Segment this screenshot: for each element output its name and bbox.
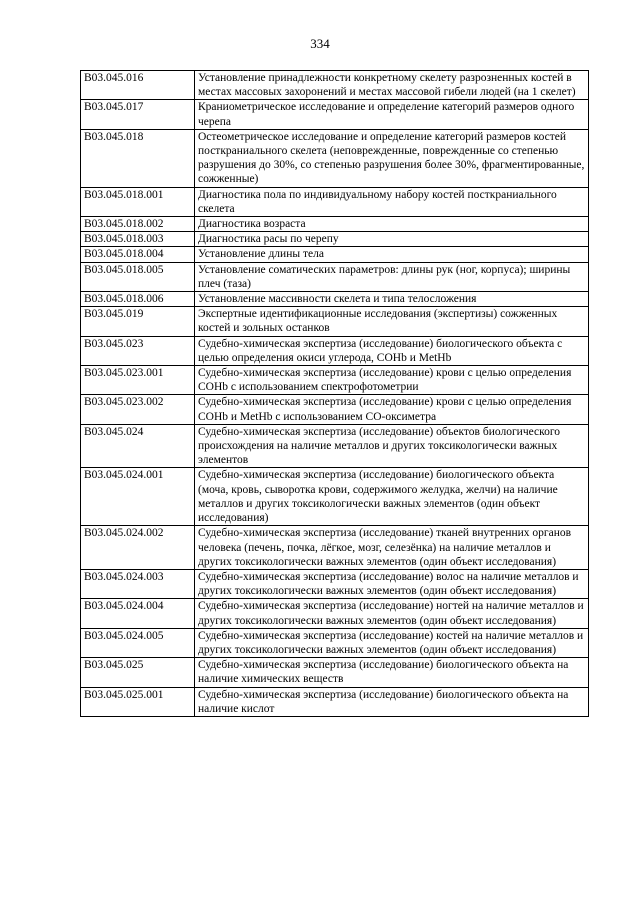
service-code-cell: B03.045.025.001: [81, 687, 195, 716]
service-code-cell: B03.045.024: [81, 424, 195, 468]
table-row: [81, 628, 589, 657]
table-row: [81, 292, 589, 307]
service-code-cell: B03.045.018.005: [81, 262, 195, 291]
service-code-cell: B03.045.024.005: [81, 628, 195, 657]
table-row: [81, 687, 589, 716]
service-name-cell: Установление принадлежности конкретному скелету разрозненных костей в местах массовых захоронений и местах массовой гибели людей (на 1 скелет): [195, 71, 589, 100]
service-name-cell: Экспертные идентификационные исследования (экспертизы) сожженных костей и зольных останков: [195, 307, 589, 336]
service-code-cell: B03.045.023.001: [81, 366, 195, 395]
table-row: [81, 366, 589, 395]
service-name-cell: Судебно-химическая экспертиза (исследование) крови с целью определения COHb с использованием спектрофотометрии: [195, 366, 589, 395]
service-name-cell: Краниометрическое исследование и определение категорий размеров одного черепа: [195, 100, 589, 129]
service-name-cell: Установление соматических параметров: длины рук (ног, корпуса); ширины плеч (таза): [195, 262, 589, 291]
service-name-cell: Установление длины тела: [195, 247, 589, 262]
service-name-cell: Диагностика расы по черепу: [195, 232, 589, 247]
table-row: [81, 569, 589, 598]
table-row: [81, 262, 589, 291]
service-code-cell: B03.045.023.002: [81, 395, 195, 424]
service-code-cell: B03.045.024.004: [81, 599, 195, 628]
service-name-cell: Судебно-химическая экспертиза (исследование) биологического объекта с целью определения окиси углерода, COHb и MetHb: [195, 336, 589, 365]
service-name-cell: Остеометрическое исследование и определение категорий размеров костей посткраниального скелета (неповрежденные, поврежденные со степенью разрушения до 30%, со степенью разрушения более 30%, фрагментированные, сожженные): [195, 129, 589, 187]
table-row: [81, 526, 589, 570]
service-code-cell: B03.045.024.002: [81, 526, 195, 570]
table-row: [81, 658, 589, 687]
service-name-cell: Диагностика пола по индивидуальному набору костей посткраниального скелета: [195, 187, 589, 216]
service-name-cell: Судебно-химическая экспертиза (исследование) биологического объекта на наличие кислот: [195, 687, 589, 716]
services-table-body: [81, 71, 589, 717]
table-row: [81, 232, 589, 247]
service-name-cell: Судебно-химическая экспертиза (исследование) крови с целью определения COHb и MetHb с использованием CO-оксиметра: [195, 395, 589, 424]
service-code-cell: B03.045.024.001: [81, 468, 195, 526]
service-name-cell: Установление массивности скелета и типа телосложения: [195, 292, 589, 307]
table-row: [81, 395, 589, 424]
service-code-cell: B03.045.018.006: [81, 292, 195, 307]
service-code-cell: B03.045.018.001: [81, 187, 195, 216]
table-row: [81, 336, 589, 365]
service-name-cell: Судебно-химическая экспертиза (исследование) волос на наличие металлов и других токсикологически важных элементов (один объект исследования): [195, 569, 589, 598]
table-row: [81, 71, 589, 100]
service-name-cell: Судебно-химическая экспертиза (исследование) биологического объекта (моча, кровь, сыворотка крови, содержимого желудка, желчи) на наличие металлов и других токсикологически важных элементов (один объект исследования): [195, 468, 589, 526]
table-row: [81, 129, 589, 187]
table-row: [81, 468, 589, 526]
service-code-cell: B03.045.025: [81, 658, 195, 687]
table-row: [81, 599, 589, 628]
service-name-cell: Судебно-химическая экспертиза (исследование) костей на наличие металлов и других токсикологически важных элементов (один объект исследования): [195, 628, 589, 657]
service-code-cell: B03.045.016: [81, 71, 195, 100]
service-name-cell: Судебно-химическая экспертиза (исследование) тканей внутренних органов человека (печень, почка, лёгкое, мозг, селезёнка) на наличие металлов и других токсикологически важных элементов (один объект исследования): [195, 526, 589, 570]
service-code-cell: B03.045.018.002: [81, 217, 195, 232]
service-code-cell: B03.045.024.003: [81, 569, 195, 598]
table-row: [81, 217, 589, 232]
table-row: [81, 307, 589, 336]
service-name-cell: Судебно-химическая экспертиза (исследование) объектов биологического происхождения на наличие металлов и других токсикологически важных элементов: [195, 424, 589, 468]
table-row: [81, 247, 589, 262]
service-name-cell: Диагностика возраста: [195, 217, 589, 232]
table-row: [81, 187, 589, 216]
service-code-cell: B03.045.017: [81, 100, 195, 129]
services-table: [80, 70, 589, 717]
service-code-cell: B03.045.019: [81, 307, 195, 336]
service-code-cell: B03.045.018.003: [81, 232, 195, 247]
page-number: 334: [310, 36, 330, 51]
service-name-cell: Судебно-химическая экспертиза (исследование) ногтей на наличие металлов и других токсикологически важных элементов (один объект исследования): [195, 599, 589, 628]
table-row: [81, 424, 589, 468]
service-code-cell: B03.045.018: [81, 129, 195, 187]
service-code-cell: B03.045.023: [81, 336, 195, 365]
service-name-cell: Судебно-химическая экспертиза (исследование) биологического объекта на наличие химических веществ: [195, 658, 589, 687]
table-row: [81, 100, 589, 129]
service-code-cell: B03.045.018.004: [81, 247, 195, 262]
